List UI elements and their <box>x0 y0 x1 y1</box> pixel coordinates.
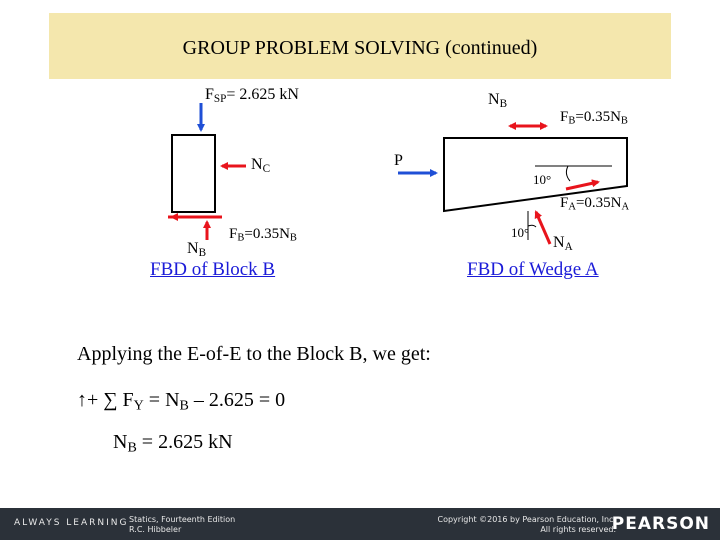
angle-bottom-label: 10° <box>511 225 530 240</box>
footer-bar <box>0 508 720 540</box>
copyright-text: Copyright ©2016 by Pearson Education, Inc. <box>437 515 616 524</box>
author-text: R.C. Hibbeler <box>129 525 182 534</box>
wedge-nb-label: $N_B$ <box>488 91 508 110</box>
intro-text: Applying the E-of-E to the Block B, we get: <box>77 343 431 365</box>
pearson-logo: PEARSON <box>611 514 710 534</box>
rights-text: All rights reserved. <box>540 525 616 534</box>
angle-top-label: 10° <box>533 172 552 187</box>
book-title: Statics, Fourteenth Edition <box>129 515 236 524</box>
block-caption: FBD of Block B <box>150 259 276 280</box>
fa-label: $F_A=0.35N_A$ <box>560 195 630 213</box>
block-fb-label: $F_B=0.35N_B$ <box>229 226 297 244</box>
always-learning-text: ALWAYS LEARNING <box>14 518 129 528</box>
na-arrow <box>536 212 550 244</box>
block-b-shape <box>172 135 215 212</box>
wedge-caption: FBD of Wedge A <box>467 259 599 280</box>
equation-line: ↑+ ∑ $F_Y = N_B - 2.625 = 0$ <box>77 389 286 414</box>
p-label: P <box>394 152 403 169</box>
fsp-label: $F_{SP}= 2.625$ kN <box>205 86 299 105</box>
na-label: $N_A$ <box>553 234 573 253</box>
nc-label: $N_C$ <box>251 156 271 175</box>
block-nb-label: $N_B$ <box>187 240 207 259</box>
wedge-fb-label: $F_B=0.35N_B$ <box>560 109 628 127</box>
slide-title: GROUP PROBLEM SOLVING (continued) <box>182 37 538 59</box>
result-line: $N_B = 2.625$ kN <box>113 431 233 456</box>
